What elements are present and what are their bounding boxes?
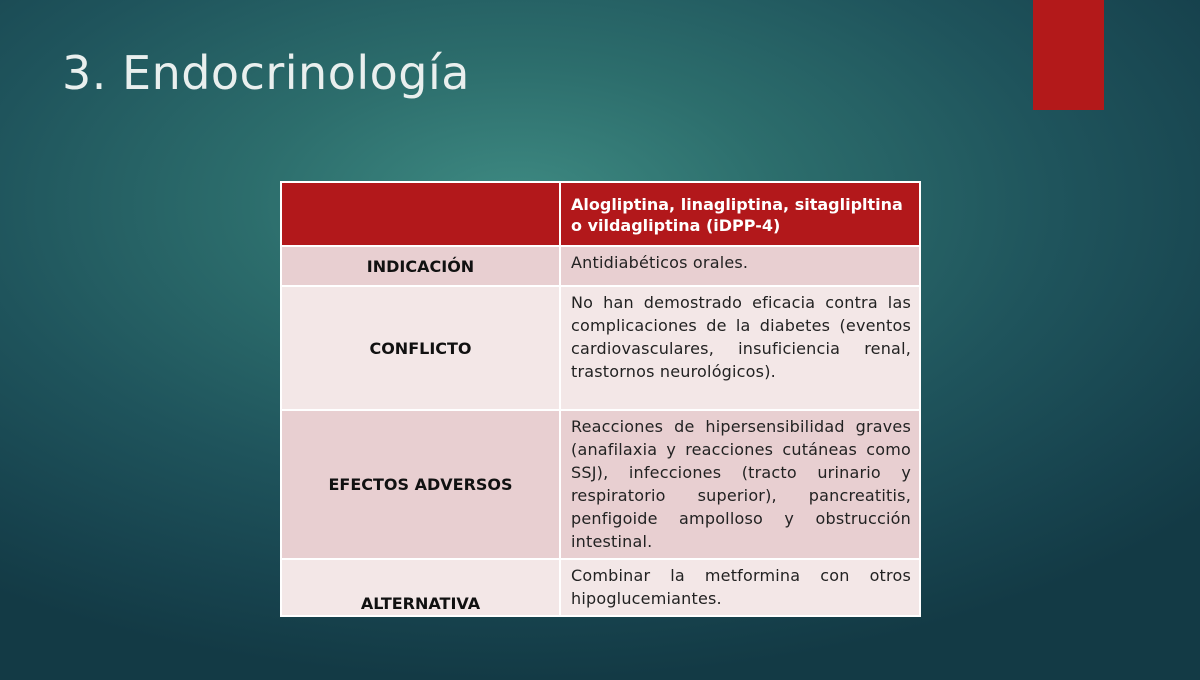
table-row	[281, 286, 920, 410]
slide-title: 3. Endocrinología	[62, 46, 470, 100]
header-empty-cell	[281, 182, 560, 246]
table-row	[281, 246, 920, 286]
table-row	[281, 559, 920, 616]
drug-info-table	[280, 181, 921, 617]
table-header-row	[281, 182, 920, 246]
row-label-efectos-adversos: EFECTOS ADVERSOS	[281, 410, 560, 559]
row-value-alternativa: Combinar la metformina con otros hipoglucemiantes.	[560, 559, 920, 616]
row-label-alternativa: ALTERNATIVA	[281, 559, 560, 616]
row-value-conflicto: No han demostrado eficacia contra las complicaciones de la diabetes (eventos cardiovasculares, insuficiencia renal, trastornos neurológicos).	[560, 286, 920, 410]
header-drug-name: Alogliptina, linagliptina, sitaglipltina o vildagliptina (iDPP-4)	[560, 182, 920, 246]
row-label-conflicto: CONFLICTO	[281, 286, 560, 410]
accent-block	[1033, 0, 1104, 110]
row-value-efectos-adversos: Reacciones de hipersensibilidad graves (anafilaxia y reacciones cutáneas como SSJ), infecciones (tracto urinario y respiratorio superior), pancreatitis, penfigoide ampolloso y obstrucción intestinal.	[560, 410, 920, 559]
table-row	[281, 410, 920, 559]
row-value-indicacion: Antidiabéticos orales.	[560, 246, 920, 286]
row-label-indicacion: INDICACIÓN	[281, 246, 560, 286]
